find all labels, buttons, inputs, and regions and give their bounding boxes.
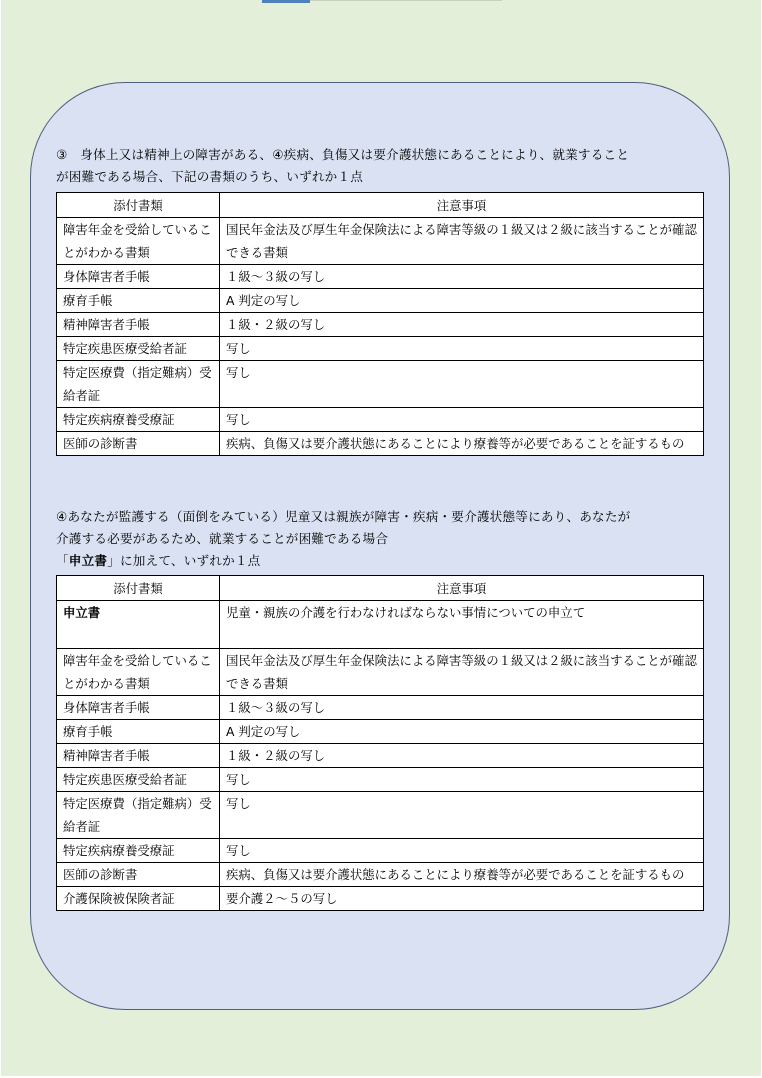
table-row xyxy=(57,649,704,696)
table-row xyxy=(57,265,704,289)
section3-intro-line-2: が困難である場合、下記の書類のうち、いずれか１点 xyxy=(56,169,364,184)
doc-cell: 障害年金を受給していることがわかる書類 xyxy=(57,218,220,265)
note-cell: 写し xyxy=(220,792,704,839)
doc-cell: 特定医療費（指定難病）受給者証 xyxy=(57,361,220,408)
top-divider-line xyxy=(310,0,502,1)
note-cell: 国民年金法及び厚生年金保険法による障害等級の１級又は２級に該当することが確認できる書類 xyxy=(220,218,704,265)
note-cell: 写し xyxy=(220,337,704,361)
doc-cell: 介護保険被保険者証 xyxy=(57,887,220,911)
table-row xyxy=(57,792,704,839)
table-row xyxy=(57,839,704,863)
doc-cell: 療育手帳 xyxy=(57,289,220,313)
header-attached-documents: 添付書類 xyxy=(57,193,220,218)
section4-intro-line-1: ④あなたが監護する（面倒をみている）児童又は親族が障害・疾病・要介護状態等にあり、あなたが xyxy=(56,509,631,524)
sub-suffix: 」に加えて、いずれか１点 xyxy=(107,553,261,568)
note-cell: １級・２級の写し xyxy=(220,744,704,768)
section3-intro-line-1: ③ 身体上又は精神上の障害がある、④疾病、負傷又は要介護状態にあることにより、就業すること xyxy=(56,147,630,162)
table-row xyxy=(57,601,704,649)
header-notes: 注意事項 xyxy=(220,576,704,601)
table-row xyxy=(57,432,704,456)
table-row xyxy=(57,313,704,337)
section4-intro xyxy=(56,506,716,572)
doc-cell: 療育手帳 xyxy=(57,720,220,744)
doc-cell: 特定疾病療養受療証 xyxy=(57,839,220,863)
doc-cell: 精神障害者手帳 xyxy=(57,313,220,337)
doc-cell: 精神障害者手帳 xyxy=(57,744,220,768)
note-cell: 疾病、負傷又は要介護状態にあることにより療養等が必要であることを証するもの xyxy=(220,432,704,456)
table-row xyxy=(57,361,704,408)
note-cell: 写し xyxy=(220,361,704,408)
note-cell: 児童・親族の介護を行わなければならない事情についての申立て xyxy=(220,601,704,649)
note-cell: １級・２級の写し xyxy=(220,313,704,337)
table-row xyxy=(57,696,704,720)
doc-cell: 特定疾病療養受療証 xyxy=(57,408,220,432)
table-row xyxy=(57,337,704,361)
doc-cell: 申立書 xyxy=(57,601,220,649)
table-row xyxy=(57,720,704,744)
note-cell: 写し xyxy=(220,408,704,432)
application-form-label: 申立書 xyxy=(68,553,108,568)
doc-cell: 特定疾患医療受給者証 xyxy=(57,337,220,361)
section4-intro-line-2: 介護する必要があるため、就業することが困難である場合 xyxy=(56,531,389,546)
table-row xyxy=(57,887,704,911)
top-accent-bar xyxy=(262,0,310,3)
note-cell: 写し xyxy=(220,768,704,792)
doc-cell: 医師の診断書 xyxy=(57,432,220,456)
table-row xyxy=(57,768,704,792)
note-cell: 写し xyxy=(220,839,704,863)
note-cell: １級～３級の写し xyxy=(220,265,704,289)
header-notes: 注意事項 xyxy=(220,193,704,218)
section4-document-table xyxy=(56,575,704,911)
note-cell: 国民年金法及び厚生年金保険法による障害等級の１級又は２級に該当することが確認できる書類 xyxy=(220,649,704,696)
table-row xyxy=(57,863,704,887)
table-header-row xyxy=(57,193,704,218)
header-attached-documents: 添付書類 xyxy=(57,576,220,601)
doc-cell: 身体障害者手帳 xyxy=(57,696,220,720)
note-cell: １級～３級の写し xyxy=(220,696,704,720)
section3-document-table xyxy=(56,192,704,456)
doc-cell: 特定疾患医療受給者証 xyxy=(57,768,220,792)
doc-cell: 身体障害者手帳 xyxy=(57,265,220,289)
doc-cell: 特定医療費（指定難病）受給者証 xyxy=(57,792,220,839)
note-cell: 要介護２～５の写し xyxy=(220,887,704,911)
table-row xyxy=(57,744,704,768)
note-cell: A 判定の写し xyxy=(220,289,704,313)
doc-cell: 障害年金を受給していることがわかる書類 xyxy=(57,649,220,696)
note-cell: A 判定の写し xyxy=(220,720,704,744)
note-cell: 疾病、負傷又は要介護状態にあることにより療養等が必要であることを証するもの xyxy=(220,863,704,887)
doc-cell: 医師の診断書 xyxy=(57,863,220,887)
table-header-row xyxy=(57,576,704,601)
table-row xyxy=(57,289,704,313)
table-row xyxy=(57,408,704,432)
quote-open: 「 xyxy=(56,553,69,568)
section3-intro xyxy=(56,144,716,188)
table-row xyxy=(57,218,704,265)
section4-intro-line-3 xyxy=(56,550,716,572)
